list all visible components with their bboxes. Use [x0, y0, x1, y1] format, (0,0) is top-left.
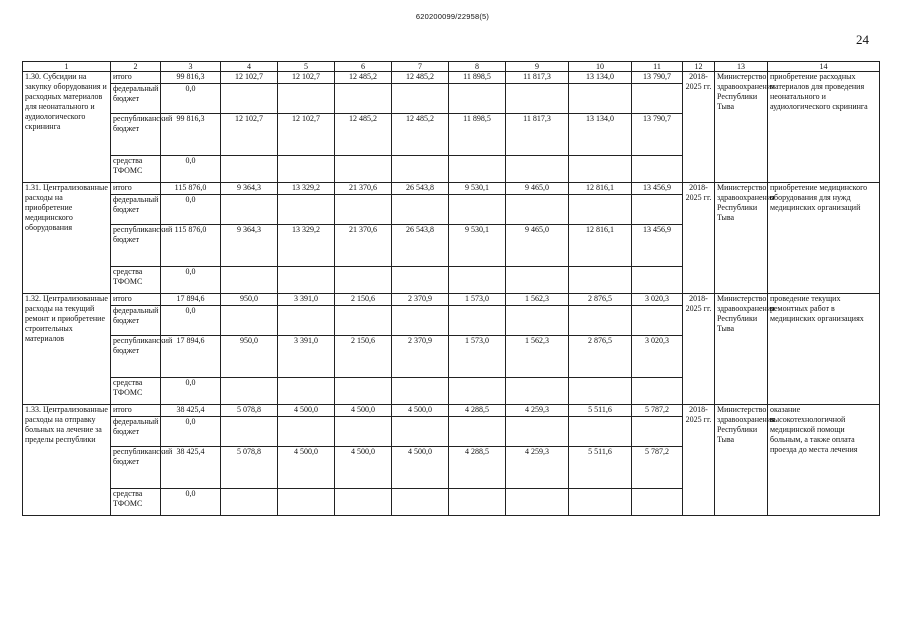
- amount-cell: 1 562,3: [506, 336, 569, 378]
- amount-cell: [278, 417, 335, 447]
- amount-cell: 0,0: [161, 84, 221, 114]
- amount-cell: [632, 378, 683, 405]
- funding-source-label: средства ТФОМС: [111, 378, 161, 405]
- amount-cell: 9 465,0: [506, 183, 569, 195]
- amount-cell: 4 259,3: [506, 447, 569, 489]
- measure-name: 1.31. Централизованные расходы на приобретение медицинского оборудования: [23, 183, 111, 294]
- funding-source-label: республиканский бюджет: [111, 114, 161, 156]
- period-cell: 2018-2025 гг.: [683, 183, 715, 294]
- period-cell: 2018-2025 гг.: [683, 72, 715, 183]
- amount-cell: 4 259,3: [506, 405, 569, 417]
- amount-cell: [221, 156, 278, 183]
- amount-cell: 13 329,2: [278, 183, 335, 195]
- amount-cell: [278, 306, 335, 336]
- column-header: 1: [23, 62, 111, 72]
- amount-cell: 26 543,8: [392, 225, 449, 267]
- page-number: 24: [856, 32, 869, 47]
- document-id: 620200099/22958(5): [415, 12, 490, 21]
- amount-cell: [278, 489, 335, 516]
- amount-cell: [506, 156, 569, 183]
- amount-cell: 5 078,8: [221, 447, 278, 489]
- amount-cell: 13 134,0: [569, 72, 632, 84]
- amount-cell: [335, 195, 392, 225]
- amount-cell: 0,0: [161, 156, 221, 183]
- amount-cell: 4 500,0: [335, 405, 392, 417]
- period-cell: 2018-2025 гг.: [683, 405, 715, 516]
- amount-cell: [335, 306, 392, 336]
- amount-cell: 115 876,0: [161, 183, 221, 195]
- amount-cell: 1 573,0: [449, 336, 506, 378]
- amount-cell: [506, 195, 569, 225]
- amount-cell: 0,0: [161, 378, 221, 405]
- amount-cell: [569, 306, 632, 336]
- amount-cell: 13 134,0: [569, 114, 632, 156]
- amount-cell: [506, 306, 569, 336]
- amount-cell: 3 020,3: [632, 336, 683, 378]
- amount-cell: 13 790,7: [632, 72, 683, 84]
- amount-cell: 26 543,8: [392, 183, 449, 195]
- executor-cell: Министерство здравоохранения Республики Тыва: [715, 405, 768, 516]
- amount-cell: 11 817,3: [506, 72, 569, 84]
- amount-cell: 9 364,3: [221, 183, 278, 195]
- amount-cell: [632, 195, 683, 225]
- table-row: [23, 72, 880, 84]
- funding-source-label: средства ТФОМС: [111, 156, 161, 183]
- amount-cell: 12 485,2: [335, 72, 392, 84]
- amount-cell: 0,0: [161, 267, 221, 294]
- column-header: 8: [449, 62, 506, 72]
- amount-cell: 12 485,2: [392, 114, 449, 156]
- amount-cell: 4 500,0: [392, 447, 449, 489]
- amount-cell: [392, 378, 449, 405]
- amount-cell: 4 500,0: [278, 405, 335, 417]
- amount-cell: 2 150,6: [335, 294, 392, 306]
- amount-cell: 12 102,7: [278, 72, 335, 84]
- amount-cell: 1 562,3: [506, 294, 569, 306]
- result-cell: приобретение расходных материалов для проведения неонатального и аудиологического скрининга: [768, 72, 880, 183]
- amount-cell: 13 456,9: [632, 225, 683, 267]
- measure-name: 1.32. Централизованные расходы на текущий ремонт и приобретение строительных материалов: [23, 294, 111, 405]
- amount-cell: 3 391,0: [278, 294, 335, 306]
- amount-cell: 4 500,0: [278, 447, 335, 489]
- funding-source-label: республиканский бюджет: [111, 447, 161, 489]
- amount-cell: 12 485,2: [335, 114, 392, 156]
- amount-cell: [569, 156, 632, 183]
- amount-cell: 0,0: [161, 195, 221, 225]
- amount-cell: 38 425,4: [161, 405, 221, 417]
- funding-source-label: федеральный бюджет: [111, 417, 161, 447]
- amount-cell: 0,0: [161, 306, 221, 336]
- amount-cell: [569, 417, 632, 447]
- amount-cell: [392, 156, 449, 183]
- amount-cell: [278, 378, 335, 405]
- amount-cell: [278, 84, 335, 114]
- table-row: [23, 183, 880, 195]
- amount-cell: 4 500,0: [392, 405, 449, 417]
- amount-cell: 2 876,5: [569, 294, 632, 306]
- executor-cell: Министерство здравоохранения Республики Тыва: [715, 294, 768, 405]
- amount-cell: [449, 156, 506, 183]
- amount-cell: [506, 378, 569, 405]
- amount-cell: 9 530,1: [449, 225, 506, 267]
- amount-cell: [449, 306, 506, 336]
- amount-cell: [632, 84, 683, 114]
- amount-cell: [278, 267, 335, 294]
- table-body: [23, 72, 880, 516]
- budget-table: [22, 61, 880, 516]
- amount-cell: [335, 489, 392, 516]
- column-header: 7: [392, 62, 449, 72]
- column-header: 3: [161, 62, 221, 72]
- amount-cell: [449, 417, 506, 447]
- table-row: [23, 405, 880, 417]
- amount-cell: 17 894,6: [161, 336, 221, 378]
- column-header: 10: [569, 62, 632, 72]
- amount-cell: 0,0: [161, 489, 221, 516]
- amount-cell: [506, 417, 569, 447]
- amount-cell: 11 898,5: [449, 72, 506, 84]
- amount-cell: [569, 195, 632, 225]
- amount-cell: 0,0: [161, 417, 221, 447]
- result-cell: проведение текущих ремонтных работ в медицинских организациях: [768, 294, 880, 405]
- funding-source-label: итого: [111, 183, 161, 195]
- funding-source-label: итого: [111, 72, 161, 84]
- amount-cell: 21 370,6: [335, 183, 392, 195]
- amount-cell: 9 364,3: [221, 225, 278, 267]
- amount-cell: 950,0: [221, 336, 278, 378]
- column-header: 2: [111, 62, 161, 72]
- amount-cell: [506, 489, 569, 516]
- amount-cell: 12 102,7: [221, 72, 278, 84]
- amount-cell: 13 456,9: [632, 183, 683, 195]
- executor-cell: Министерство здравоохранения Республики Тыва: [715, 72, 768, 183]
- period-cell: 2018-2025 гг.: [683, 294, 715, 405]
- amount-cell: [449, 489, 506, 516]
- amount-cell: 17 894,6: [161, 294, 221, 306]
- amount-cell: [632, 306, 683, 336]
- amount-cell: 12 102,7: [278, 114, 335, 156]
- funding-source-label: итого: [111, 294, 161, 306]
- amount-cell: 9 465,0: [506, 225, 569, 267]
- amount-cell: [449, 195, 506, 225]
- amount-cell: 5 078,8: [221, 405, 278, 417]
- amount-cell: 12 816,1: [569, 225, 632, 267]
- column-header: 5: [278, 62, 335, 72]
- amount-cell: 2 370,9: [392, 336, 449, 378]
- amount-cell: [392, 84, 449, 114]
- amount-cell: 5 511,6: [569, 405, 632, 417]
- amount-cell: 3 391,0: [278, 336, 335, 378]
- amount-cell: 2 370,9: [392, 294, 449, 306]
- amount-cell: 3 020,3: [632, 294, 683, 306]
- funding-source-label: республиканский бюджет: [111, 336, 161, 378]
- amount-cell: 5 787,2: [632, 447, 683, 489]
- amount-cell: 11 898,5: [449, 114, 506, 156]
- executor-cell: Министерство здравоохранения Республики Тыва: [715, 183, 768, 294]
- amount-cell: [221, 489, 278, 516]
- amount-cell: [392, 489, 449, 516]
- funding-source-label: средства ТФОМС: [111, 489, 161, 516]
- amount-cell: [221, 306, 278, 336]
- amount-cell: [392, 267, 449, 294]
- amount-cell: 9 530,1: [449, 183, 506, 195]
- amount-cell: [221, 195, 278, 225]
- amount-cell: [506, 84, 569, 114]
- funding-source-label: федеральный бюджет: [111, 306, 161, 336]
- funding-source-label: средства ТФОМС: [111, 267, 161, 294]
- amount-cell: 2 876,5: [569, 336, 632, 378]
- amount-cell: [335, 267, 392, 294]
- amount-cell: 4 288,5: [449, 405, 506, 417]
- amount-cell: [569, 378, 632, 405]
- amount-cell: 12 485,2: [392, 72, 449, 84]
- funding-source-label: федеральный бюджет: [111, 84, 161, 114]
- funding-source-label: федеральный бюджет: [111, 195, 161, 225]
- column-header: 4: [221, 62, 278, 72]
- funding-source-label: республиканский бюджет: [111, 225, 161, 267]
- amount-cell: 13 329,2: [278, 225, 335, 267]
- amount-cell: [632, 489, 683, 516]
- amount-cell: [506, 267, 569, 294]
- amount-cell: [221, 417, 278, 447]
- amount-cell: [335, 378, 392, 405]
- amount-cell: 4 288,5: [449, 447, 506, 489]
- column-header: 13: [715, 62, 768, 72]
- amount-cell: [569, 267, 632, 294]
- amount-cell: [569, 84, 632, 114]
- amount-cell: 4 500,0: [335, 447, 392, 489]
- result-cell: оказание высокотехнологичной медицинской помощи больным, а также оплата проезда до места лечения: [768, 405, 880, 516]
- amount-cell: [449, 84, 506, 114]
- amount-cell: [221, 84, 278, 114]
- column-header: 14: [768, 62, 880, 72]
- amount-cell: 5 511,6: [569, 447, 632, 489]
- amount-cell: [569, 489, 632, 516]
- header-row: [23, 62, 880, 72]
- amount-cell: [221, 267, 278, 294]
- amount-cell: [392, 417, 449, 447]
- amount-cell: 950,0: [221, 294, 278, 306]
- amount-cell: [335, 156, 392, 183]
- amount-cell: 115 876,0: [161, 225, 221, 267]
- amount-cell: 1 573,0: [449, 294, 506, 306]
- amount-cell: [221, 378, 278, 405]
- amount-cell: [278, 156, 335, 183]
- amount-cell: [278, 195, 335, 225]
- amount-cell: [392, 306, 449, 336]
- amount-cell: [632, 417, 683, 447]
- amount-cell: 99 816,3: [161, 72, 221, 84]
- amount-cell: 5 787,2: [632, 405, 683, 417]
- column-header: 9: [506, 62, 569, 72]
- amount-cell: [335, 84, 392, 114]
- amount-cell: [449, 378, 506, 405]
- measure-name: 1.33. Централизованные расходы на отправку больных на лечение за пределы республики: [23, 405, 111, 516]
- amount-cell: 11 817,3: [506, 114, 569, 156]
- amount-cell: [632, 156, 683, 183]
- amount-cell: [632, 267, 683, 294]
- column-header: 6: [335, 62, 392, 72]
- amount-cell: [449, 267, 506, 294]
- measure-name: 1.30. Субсидии на закупку оборудования и расходных материалов для неонатального и аудиологического скрининга: [23, 72, 111, 183]
- amount-cell: 38 425,4: [161, 447, 221, 489]
- amount-cell: 12 102,7: [221, 114, 278, 156]
- amount-cell: [335, 417, 392, 447]
- funding-source-label: итого: [111, 405, 161, 417]
- column-header: 11: [632, 62, 683, 72]
- column-header: 12: [683, 62, 715, 72]
- amount-cell: 12 816,1: [569, 183, 632, 195]
- table-row: [23, 294, 880, 306]
- amount-cell: 99 816,3: [161, 114, 221, 156]
- amount-cell: [392, 195, 449, 225]
- amount-cell: 21 370,6: [335, 225, 392, 267]
- amount-cell: 13 790,7: [632, 114, 683, 156]
- amount-cell: 2 150,6: [335, 336, 392, 378]
- result-cell: приобретение медицинского оборудования для нужд медицинских организаций: [768, 183, 880, 294]
